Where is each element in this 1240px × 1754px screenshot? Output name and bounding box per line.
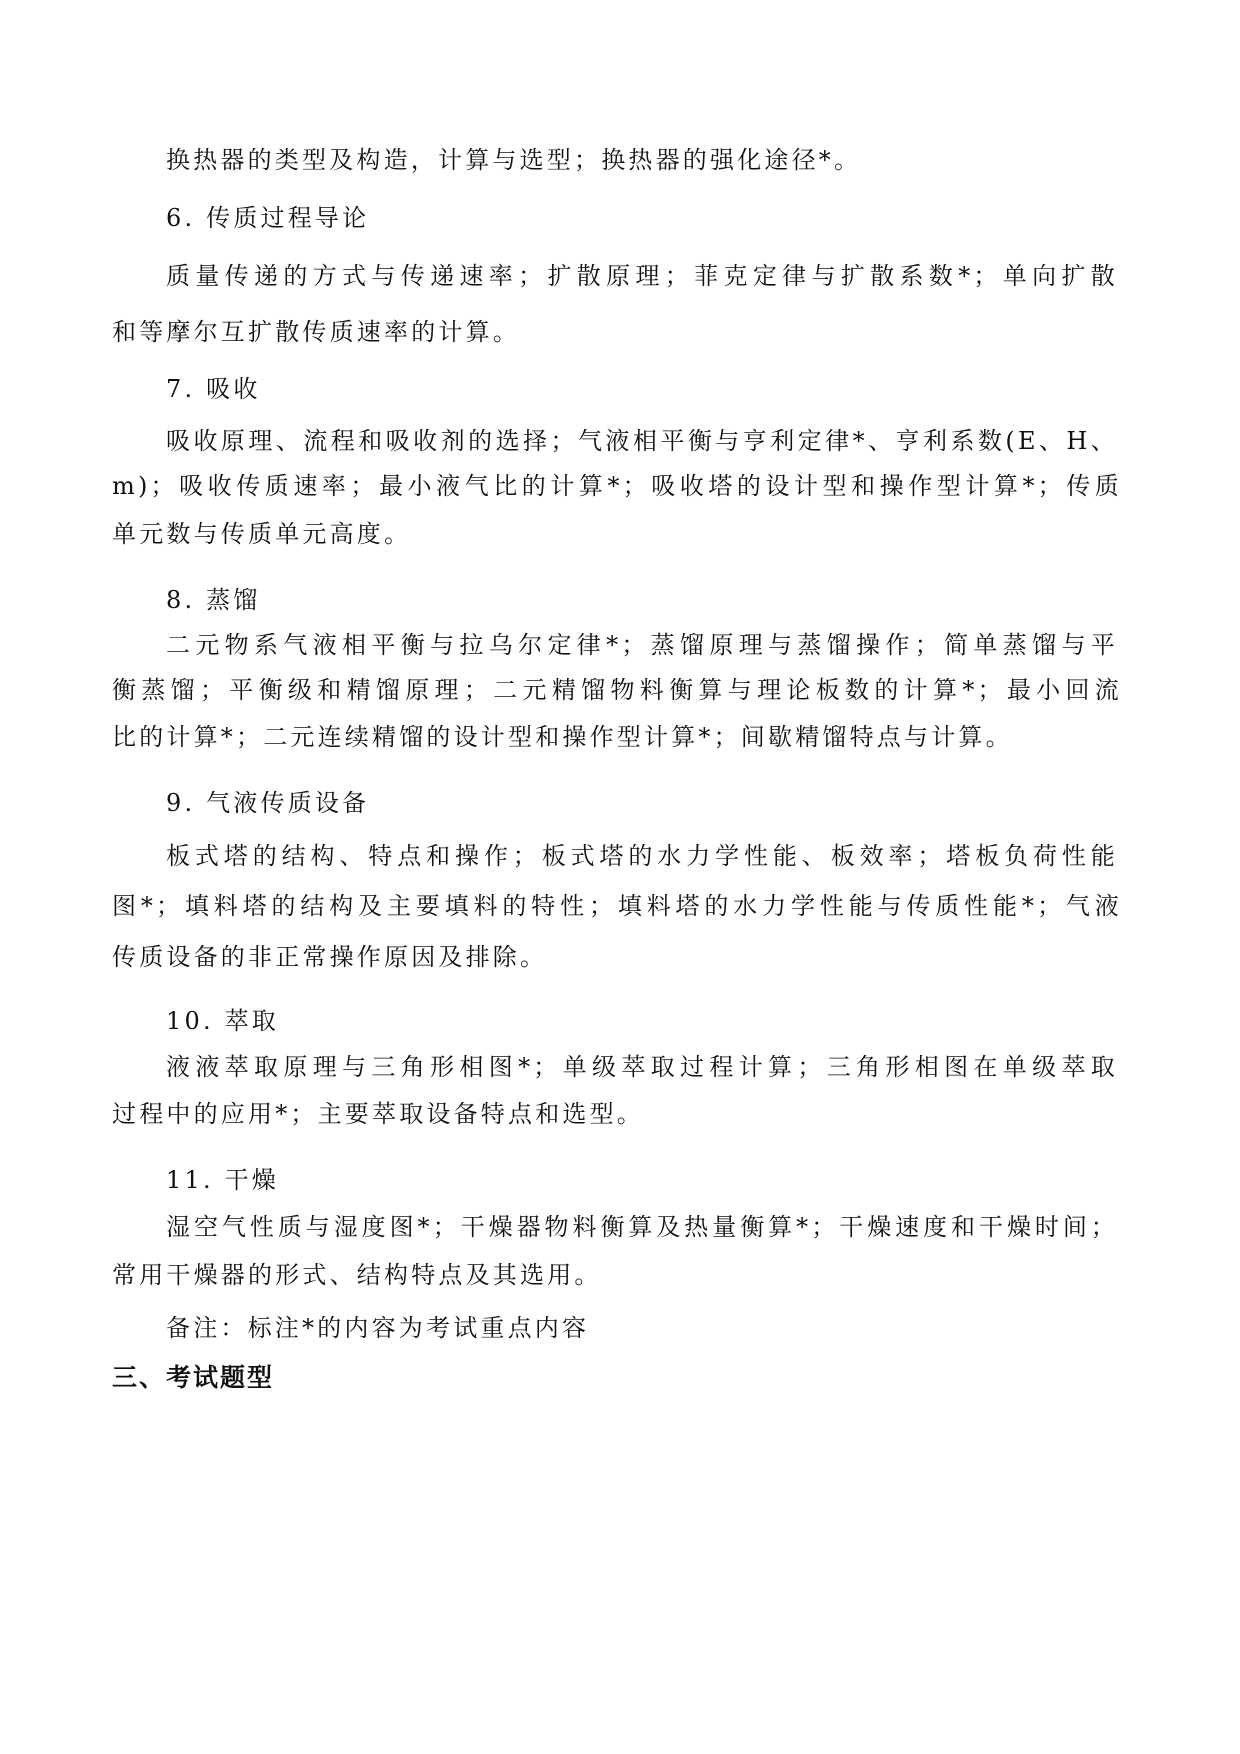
paragraph-line: 吸收原理、流程和吸收剂的选择；气液相平衡与亨利定律*、亨利系数(E、H、	[166, 427, 1118, 455]
footnote-text: 备注：标注*的内容为考试重点内容	[166, 1314, 590, 1342]
paragraph-line: 图*；填料塔的结构及主要填料的特性；填料塔的水力学性能与传质性能*；气液	[112, 892, 1122, 920]
paragraph-line: 比的计算*；二元连续精馏的设计型和操作型计算*；间歇精馏特点与计算。	[112, 723, 1013, 751]
paragraph-line: 过程中的应用*；主要萃取设备特点和选型。	[112, 1100, 644, 1128]
paragraph-line: 换热器的类型及构造，计算与选型；换热器的强化途径*。	[166, 146, 862, 174]
subsection-title: 10. 萃取	[166, 1007, 279, 1035]
subsection-title: 11. 干燥	[166, 1166, 279, 1194]
paragraph-line: 单元数与传质单元高度。	[112, 520, 412, 548]
subsection-title: 6. 传质过程导论	[166, 204, 370, 232]
paragraph-line: 质量传递的方式与传递速率；扩散原理；菲克定律与扩散系数*；单向扩散	[166, 262, 1118, 290]
paragraph-line: 衡蒸馏；平衡级和精馏原理；二元精馏物料衡算与理论板数的计算*；最小回流	[112, 676, 1122, 704]
paragraph-line: 二元物系气液相平衡与拉乌尔定律*；蒸馏原理与蒸馏操作；简单蒸馏与平	[166, 631, 1118, 659]
paragraph-line: 常用干燥器的形式、结构特点及其选用。	[112, 1261, 602, 1289]
paragraph-line: m)；吸收传质速率；最小液气比的计算*；吸收塔的设计型和操作型计算*；传质	[112, 472, 1122, 500]
paragraph-line: 湿空气性质与湿度图*；干燥器物料衡算及热量衡算*；干燥速度和干燥时间；	[166, 1213, 1118, 1241]
subsection-title: 8. 蒸馏	[166, 586, 261, 614]
subsection-title: 7. 吸收	[166, 375, 261, 403]
paragraph-line: 板式塔的结构、特点和操作；板式塔的水力学性能、板效率；塔板负荷性能	[166, 842, 1118, 870]
subsection-title: 9. 气液传质设备	[166, 789, 370, 817]
paragraph-line: 和等摩尔互扩散传质速率的计算。	[112, 318, 520, 346]
paragraph-line: 传质设备的非正常操作原因及排除。	[112, 943, 548, 971]
paragraph-line: 液液萃取原理与三角形相图*；单级萃取过程计算；三角形相图在单级萃取	[166, 1053, 1118, 1081]
section-heading-exam-question-types: 三、考试题型	[112, 1363, 275, 1392]
